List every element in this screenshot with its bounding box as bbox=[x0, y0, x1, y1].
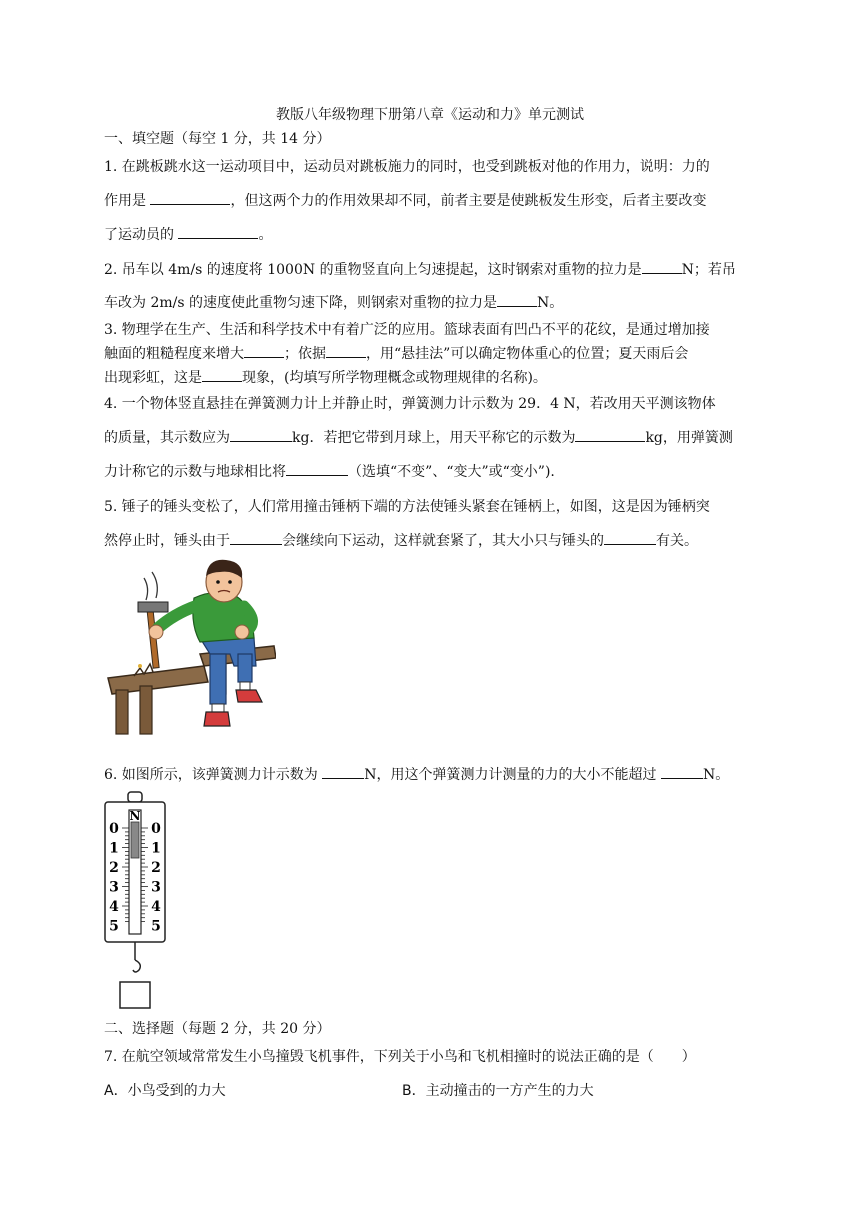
bench-leg-middle bbox=[140, 686, 152, 734]
scale-left-tick-label: 2 bbox=[109, 860, 119, 876]
hanging-weight bbox=[120, 982, 150, 1008]
leg-back bbox=[238, 654, 252, 682]
motion-lines bbox=[144, 572, 157, 600]
q7-option-b[interactable]: B．主动撞击的一方产生的力大 bbox=[402, 1083, 594, 1099]
q6-blank-1[interactable] bbox=[322, 764, 364, 779]
q7-stem: 7. 在航空领域常常发生小鸟撞毁飞机事件，下列关于小鸟和飞机相撞时的说法正确的是（ ） bbox=[104, 1049, 696, 1065]
q6-blank-2[interactable] bbox=[661, 764, 703, 779]
q2-line-1: 2. 吊车以 4m/s 的速度将 1000N 的重物竖直向上匀速提起，这时钢索对重物的拉力是 N；若吊 bbox=[104, 259, 736, 279]
scale-left-tick-label: 3 bbox=[109, 879, 119, 896]
q1-line-2: 作用是 ，但这两个力的作用效果却不同，前者主要是使跳板发生形变，后者主要改变 bbox=[104, 190, 706, 210]
q1-line-3: 了运动员的 。 bbox=[104, 224, 272, 244]
q3-blank-3[interactable] bbox=[202, 367, 242, 382]
q4-line-3: 力计称它的示数与地球相比将 （选填“不变”、“变大”或“变小”). bbox=[104, 461, 555, 481]
q3-blank-2[interactable] bbox=[326, 343, 366, 358]
exam-title: 教版八年级物理下册第八章《运动和力》单元测试 bbox=[276, 107, 584, 123]
eye-left bbox=[216, 580, 220, 584]
hook bbox=[133, 960, 140, 972]
q7-option-a[interactable]: A．小鸟受到的力大 bbox=[104, 1083, 226, 1099]
q3-blank-1[interactable] bbox=[244, 343, 284, 358]
scale-left-tick-label: 0 bbox=[109, 821, 119, 837]
scale-left-tick-label: 1 bbox=[109, 840, 119, 857]
q5-blank-1[interactable] bbox=[230, 530, 282, 545]
q6-line-1: 6. 如图所示，该弹簧测力计示数为 N，用这个弹簧测力计测量的力的大小不能超过 N。 bbox=[104, 764, 729, 784]
bench-leg-left bbox=[116, 690, 128, 734]
q1-line-1: 1. 在跳板跳水这一运动项目中，运动员对跳板施力的同时，也受到跳板对他的作用力，说明：力的 bbox=[104, 159, 710, 175]
hand-left bbox=[149, 625, 163, 639]
spark-dot bbox=[138, 664, 142, 668]
scale-right-tick-label: 1 bbox=[151, 840, 161, 857]
hammer-illustration bbox=[104, 558, 276, 738]
q2-blank-1[interactable] bbox=[642, 259, 682, 274]
q1-blank-1[interactable] bbox=[150, 190, 230, 205]
scale-unit-label: N bbox=[129, 809, 141, 823]
q3-line-2: 触面的粗糙程度来增大 ；依据 ，用“悬挂法”可以确定物体重心的位置；夏天雨后会 bbox=[104, 343, 688, 363]
spring-indicator bbox=[131, 822, 139, 858]
sock-back bbox=[240, 682, 250, 690]
top-ring bbox=[128, 792, 142, 802]
spring-scale-figure bbox=[102, 788, 168, 1012]
scale-right-tick-label: 0 bbox=[151, 821, 161, 837]
scale-right-tick-label: 5 bbox=[151, 918, 161, 935]
section-2-heading: 二、选择题（每题 2 分，共 20 分） bbox=[104, 1021, 331, 1037]
shoe-back bbox=[236, 690, 262, 702]
q4-blank-3[interactable] bbox=[286, 461, 348, 476]
q4-line-1: 4. 一个物体竖直悬挂在弹簧测力计上并静止时，弹簧测力计示数为 29．4 N，若改用天平测该物体 bbox=[104, 396, 716, 412]
q2-blank-2[interactable] bbox=[497, 292, 537, 307]
q5-blank-2[interactable] bbox=[604, 530, 656, 545]
scale-right-tick-label: 2 bbox=[151, 860, 161, 876]
q3-line-1: 3. 物理学在生产、生活和科学技术中有着广泛的应用。篮球表面有凹凸不平的花纹，是通过增加接 bbox=[104, 322, 710, 338]
eye-right bbox=[228, 580, 232, 584]
q3-line-3: 出现彩虹，这是 现象，(均填写所学物理概念或物理规律的名称)。 bbox=[104, 367, 547, 387]
sock-front bbox=[212, 704, 224, 712]
hammer-head bbox=[138, 602, 168, 612]
q4-blank-1[interactable] bbox=[230, 427, 292, 442]
scale-right-tick-label: 4 bbox=[151, 899, 161, 915]
q5-line-2: 然停止时，锤头由于 会继续向下运动，这样就套紧了，其大小只与锤头的 有关。 bbox=[104, 530, 698, 550]
q2-line-2: 车改为 2m/s 的速度使此重物匀速下降，则钢索对重物的拉力是 N。 bbox=[104, 292, 563, 312]
q5-line-1: 5. 锤子的锤头变松了，人们常用撞击锤柄下端的方法使锤头紧套在锤柄上，如图，这是因为锤柄突 bbox=[104, 499, 710, 515]
leg-front bbox=[210, 654, 226, 704]
q4-line-2: 的质量，其示数应为 kg．若把它带到月球上，用天平称它的示数为 kg，用弹簧测 bbox=[104, 427, 733, 447]
q4-blank-2[interactable] bbox=[575, 427, 645, 442]
scale-right-tick-label: 3 bbox=[151, 879, 161, 896]
section-1-heading: 一、填空题（每空 1 分，共 14 分） bbox=[104, 131, 331, 147]
q1-blank-2[interactable] bbox=[178, 224, 258, 239]
scale-left-tick-label: 4 bbox=[109, 899, 119, 915]
shoe-front bbox=[204, 712, 230, 726]
scale-left-tick-label: 5 bbox=[109, 918, 119, 935]
hand-right bbox=[235, 625, 249, 639]
